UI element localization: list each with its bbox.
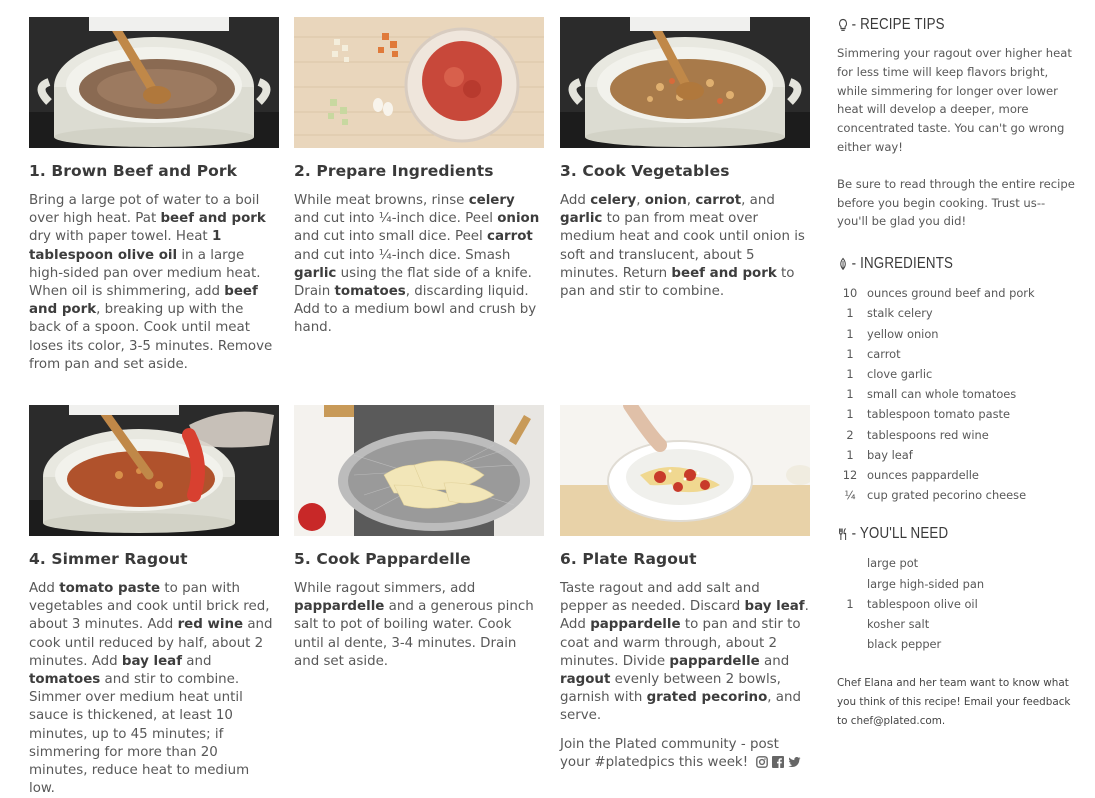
- ingredient-highlight: bay leaf: [744, 599, 805, 615]
- body-text: dry with paper towel. Heat: [29, 229, 212, 245]
- youll-need-title: - YOU'LL NEED: [851, 525, 949, 543]
- body-text: and: [759, 653, 790, 669]
- item-name: tablespoon tomato paste: [867, 407, 1010, 422]
- body-text: in a large high-sided pan over medium heat. When oil is shimmering, add: [29, 247, 261, 300]
- item-quantity: 1: [846, 387, 854, 402]
- ingredients-title: - INGREDIENTS: [851, 255, 954, 273]
- item-quantity: [837, 614, 863, 634]
- ingredient-highlight: bay leaf: [121, 653, 183, 669]
- step-2: [294, 17, 544, 338]
- item-name: black pepper: [867, 637, 942, 652]
- list-item: [837, 384, 1077, 404]
- item-quantity: 1: [846, 407, 854, 422]
- list-item: [837, 425, 1077, 445]
- social-links: [756, 756, 800, 768]
- list-item: [837, 344, 1077, 364]
- recipe-tips-heading: [837, 16, 1043, 34]
- body-text: , and: [741, 193, 775, 208]
- ingredient-highlight: garlic: [294, 265, 337, 281]
- step-5-title: 5. Cook Pappardelle: [294, 550, 471, 568]
- item-quantity: 1: [846, 346, 854, 361]
- list-item: [837, 404, 1077, 424]
- item-name: ounces ground beef and pork: [867, 286, 1035, 301]
- step-5-body: [294, 580, 544, 671]
- ingredient-highlight: carrot: [487, 229, 533, 245]
- item-quantity: 1: [846, 596, 854, 611]
- step-1: [29, 17, 279, 374]
- step-3: [560, 17, 810, 301]
- body-text: , and serve.: [560, 690, 801, 724]
- step-1-title: 1. Brown Beef and Pork: [29, 162, 238, 180]
- ingredient-highlight: garlic: [560, 211, 603, 227]
- ingredient-highlight: celery: [468, 193, 515, 208]
- recipe-tip-1: Simmering your ragout over higher heat for less time will keep flavors bright, while simmering for longer over lower heat will develop a deeper, more concentrated taste. You can't go wrong either way!: [837, 46, 1072, 154]
- step-6-body: [560, 580, 810, 726]
- ingredient-highlight: beef and pork: [29, 284, 258, 318]
- item-quantity: [837, 634, 863, 654]
- ingredient-highlight: onion: [644, 193, 687, 208]
- step-3-body: [560, 192, 810, 301]
- body-text: , discarding liquid. Add to a medium bowl and crush by hand.: [294, 284, 537, 336]
- body-text: and a generous pinch salt to pot of boiling water. Cook until al dente, 3-4 minutes. Drain and set aside.: [294, 599, 534, 669]
- body-text: to pan and stir to coat and warm through, about 2 minutes. Divide: [560, 617, 801, 669]
- body-text: . Add: [560, 599, 809, 633]
- body-text: Add: [560, 193, 591, 208]
- body-text: Bring a large pot of water to a boil over high heat. Pat: [29, 193, 260, 227]
- utensils-icon: [837, 527, 849, 541]
- list-item: [837, 303, 1077, 323]
- list-item: [837, 364, 1077, 384]
- item-quantity: 1: [846, 326, 854, 341]
- ingredient-highlight: pappardelle: [590, 617, 681, 633]
- item-name: clove garlic: [867, 366, 933, 381]
- list-item: [837, 324, 1077, 344]
- item-quantity: [837, 553, 863, 573]
- ingredient-highlight: tomato paste: [59, 581, 161, 596]
- body-text: to pan with vegetables and cook until brick red, about 3 minutes. Add: [29, 581, 270, 633]
- community-callout: [560, 736, 810, 772]
- step-4-photo: [29, 405, 279, 536]
- body-text: and cook until reduced by half, about 2 minutes. Add: [29, 617, 273, 669]
- body-text: and: [182, 653, 212, 669]
- instagram-icon[interactable]: [756, 756, 768, 768]
- ingredient-highlight: carrot: [695, 193, 742, 208]
- ingredient-highlight: red wine: [177, 617, 244, 633]
- ingredients-list: [837, 283, 1077, 505]
- step-6-title: 6. Plate Ragout: [560, 550, 697, 568]
- ingredient-highlight: ragout: [560, 672, 611, 688]
- item-name: large high-sided pan: [867, 576, 985, 591]
- ingredient-highlight: beef and pork: [160, 211, 266, 227]
- item-name: yellow onion: [867, 326, 939, 341]
- step-5: [294, 405, 544, 671]
- item-name: small can whole tomatoes: [867, 387, 1017, 402]
- body-text: evenly between 2 bowls, garnish with: [560, 672, 781, 706]
- ingredient-highlight: grated pecorino: [646, 690, 768, 706]
- leaf-icon: [837, 257, 849, 271]
- item-name: bay leaf: [867, 447, 913, 462]
- step-2-title: 2. Prepare Ingredients: [294, 162, 494, 180]
- facebook-icon[interactable]: [772, 756, 784, 768]
- body-text: ,: [636, 193, 645, 208]
- ingredient-highlight: celery: [590, 193, 637, 208]
- step-5-photo: [294, 405, 544, 536]
- sidebar: [837, 16, 1077, 731]
- body-text: and stir to combine. Simmer over medium heat until sauce is thickened, at least 10 minutes, up to 45 minutes; if simmering for more than 20 minutes, reduce heat to medium low.: [29, 672, 250, 797]
- chef-feedback-note: Chef Elana and her team want to know what you think of this recipe! Email your feedback to chef@plated.com.: [837, 677, 1071, 728]
- step-1-photo: [29, 17, 279, 148]
- item-quantity: 2: [846, 427, 854, 442]
- lightbulb-icon: [837, 18, 849, 32]
- body-text: While meat browns, rinse: [294, 193, 469, 208]
- item-name: tablespoons red wine: [867, 427, 989, 442]
- step-4: [29, 405, 279, 798]
- item-quantity: 1: [846, 306, 854, 321]
- step-3-title: 3. Cook Vegetables: [560, 162, 730, 180]
- twitter-icon[interactable]: [788, 756, 800, 768]
- step-4-body: [29, 580, 279, 798]
- step-2-photo: [294, 17, 544, 148]
- item-name: cup grated pecorino cheese: [867, 488, 1027, 503]
- item-name: ounces pappardelle: [867, 468, 979, 482]
- equipment-list: [837, 553, 1077, 654]
- item-quantity: ¼: [844, 488, 856, 503]
- list-item: [837, 283, 1077, 303]
- item-name: large pot: [867, 556, 919, 571]
- list-item: [837, 445, 1077, 465]
- recipe-tip-2: Be sure to read through the entire recipe before you begin cooking. Trust us-- you'll be glad you did!: [837, 176, 1075, 229]
- list-item: [837, 465, 1077, 485]
- ingredient-highlight: beef and pork: [671, 265, 777, 281]
- step-4-title: 4. Simmer Ragout: [29, 550, 188, 568]
- item-quantity: 1: [846, 447, 854, 462]
- item-name: stalk celery: [867, 306, 933, 321]
- list-item: [837, 614, 1077, 634]
- body-text: to pan and stir to combine.: [560, 265, 795, 300]
- ingredient-highlight: onion: [497, 211, 540, 227]
- list-item: [837, 634, 1077, 654]
- body-text: ,: [686, 193, 696, 208]
- item-quantity: 1: [846, 366, 854, 381]
- item-quantity: 12: [842, 468, 858, 482]
- list-item: [837, 485, 1077, 505]
- ingredients-heading: [837, 255, 1043, 273]
- step-1-body: [29, 192, 279, 374]
- body-text: using the flat side of a knife. Drain: [294, 265, 532, 300]
- body-text: Add: [29, 581, 60, 596]
- body-text: and cut into ¼-inch dice. Peel: [294, 211, 498, 227]
- recipe-tips-title: - RECIPE TIPS: [851, 16, 945, 33]
- ingredient-highlight: pappardelle: [669, 653, 760, 669]
- body-text: While ragout simmers, add: [294, 581, 476, 596]
- ingredient-highlight: 1 tablespoon olive oil: [29, 229, 222, 263]
- list-item: [837, 594, 1077, 614]
- ingredient-highlight: pappardelle: [294, 599, 385, 615]
- list-item: [837, 553, 1077, 573]
- step-3-photo: [560, 17, 810, 148]
- step-6-photo: [560, 405, 810, 536]
- ingredient-highlight: tomatoes: [29, 672, 101, 688]
- list-item: [837, 574, 1077, 594]
- community-text: Join the Plated community - post your #platedpics this week!: [560, 737, 779, 771]
- item-quantity: 10: [842, 286, 858, 301]
- item-name: tablespoon olive oil: [867, 596, 978, 611]
- step-6: [560, 405, 810, 726]
- body-text: to pan from meat over medium heat and cook until onion is soft and translucent, about 5 minutes. Return: [560, 211, 805, 281]
- body-text: and cut into ¼-inch dice. Smash: [294, 247, 511, 263]
- youll-need-heading: [837, 525, 1043, 543]
- step-2-body: [294, 192, 544, 338]
- item-name: carrot: [867, 346, 901, 361]
- item-quantity: [837, 574, 863, 594]
- body-text: Taste ragout and add salt and pepper as needed. Discard: [560, 581, 760, 615]
- item-name: kosher salt: [867, 617, 930, 632]
- ingredient-highlight: tomatoes: [334, 284, 406, 300]
- body-text: , breaking up with the back of a spoon. Cook until meat loses its color, 3-5 minutes. Remove from pan and set aside.: [29, 302, 273, 372]
- body-text: and cut into small dice. Peel: [294, 229, 488, 245]
